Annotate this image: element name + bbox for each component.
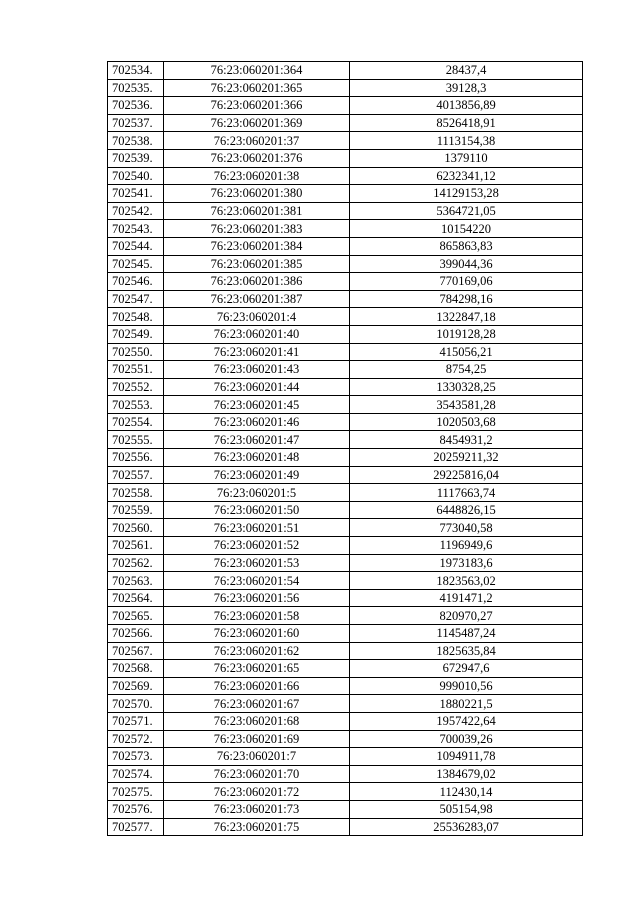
row-number-cell: 702552. [108,378,164,396]
cadastral-value-cell: 415056,21 [350,343,583,361]
row-number-cell: 702547. [108,290,164,308]
cadastral-number-cell: 76:23:060201:385 [164,255,350,273]
cadastral-value-cell: 672947,6 [350,660,583,678]
cadastral-value-cell: 1020503,68 [350,413,583,431]
cadastral-value-cell: 8526418,91 [350,114,583,132]
cadastral-number-cell: 76:23:060201:45 [164,396,350,414]
cadastral-value-cell: 1113154,38 [350,132,583,150]
cadastral-value-cell: 1145487,24 [350,625,583,643]
row-number-cell: 702536. [108,97,164,115]
cadastral-value-cell: 25536283,07 [350,818,583,836]
cadastral-value-cell: 1973183,6 [350,554,583,572]
cadastral-number-cell: 76:23:060201:40 [164,325,350,343]
cadastral-value-cell: 700039,26 [350,730,583,748]
cadastral-number-cell: 76:23:060201:364 [164,62,350,80]
cadastral-value-cell: 6448826,15 [350,501,583,519]
row-number-cell: 702573. [108,748,164,766]
table-row [108,202,583,220]
row-number-cell: 702571. [108,712,164,730]
cadastral-value-cell: 1384679,02 [350,765,583,783]
cadastral-value-cell: 770169,06 [350,273,583,291]
table-row [108,290,583,308]
row-number-cell: 702556. [108,449,164,467]
row-number-cell: 702550. [108,343,164,361]
table-row [108,554,583,572]
cadastral-number-cell: 76:23:060201:72 [164,783,350,801]
cadastral-number-cell: 76:23:060201:62 [164,642,350,660]
row-number-cell: 702542. [108,202,164,220]
cadastral-number-cell: 76:23:060201:386 [164,273,350,291]
cadastral-number-cell: 76:23:060201:383 [164,220,350,238]
table-row [108,325,583,343]
table-row [108,589,583,607]
row-number-cell: 702554. [108,413,164,431]
table-row [108,660,583,678]
cadastral-value-cell: 1094911,78 [350,748,583,766]
row-number-cell: 702538. [108,132,164,150]
row-number-cell: 702548. [108,308,164,326]
row-number-cell: 702567. [108,642,164,660]
cadastral-value-cell: 39128,3 [350,79,583,97]
row-number-cell: 702576. [108,800,164,818]
cadastral-value-cell: 1196949,6 [350,537,583,555]
table-row [108,625,583,643]
cadastral-number-cell: 76:23:060201:54 [164,572,350,590]
row-number-cell: 702562. [108,554,164,572]
table-row [108,748,583,766]
cadastral-number-cell: 76:23:060201:369 [164,114,350,132]
row-number-cell: 702545. [108,255,164,273]
row-number-cell: 702570. [108,695,164,713]
row-number-cell: 702539. [108,149,164,167]
cadastral-number-cell: 76:23:060201:376 [164,149,350,167]
cadastral-number-cell: 76:23:060201:380 [164,185,350,203]
cadastral-number-cell: 76:23:060201:73 [164,800,350,818]
table-row [108,132,583,150]
row-number-cell: 702565. [108,607,164,625]
cadastral-number-cell: 76:23:060201:70 [164,765,350,783]
cadastral-value-cell: 1379110 [350,149,583,167]
cadastral-number-cell: 76:23:060201:67 [164,695,350,713]
cadastral-value-cell: 999010,56 [350,677,583,695]
table-row [108,62,583,80]
table-row [108,818,583,836]
cadastral-value-cell: 5364721,05 [350,202,583,220]
row-number-cell: 702541. [108,185,164,203]
cadastral-value-cell: 784298,16 [350,290,583,308]
row-number-cell: 702577. [108,818,164,836]
cadastral-number-cell: 76:23:060201:66 [164,677,350,695]
cadastral-value-cell: 14129153,28 [350,185,583,203]
table-row [108,677,583,695]
cadastral-value-cell: 1117663,74 [350,484,583,502]
cadastral-number-cell: 76:23:060201:58 [164,607,350,625]
cadastral-number-cell: 76:23:060201:49 [164,466,350,484]
table-row [108,712,583,730]
cadastral-value-cell: 505154,98 [350,800,583,818]
row-number-cell: 702557. [108,466,164,484]
cadastral-number-cell: 76:23:060201:51 [164,519,350,537]
row-number-cell: 702551. [108,361,164,379]
cadastral-value-cell: 1880221,5 [350,695,583,713]
row-number-cell: 702546. [108,273,164,291]
row-number-cell: 702558. [108,484,164,502]
cadastral-value-cell: 1957422,64 [350,712,583,730]
cadastral-number-cell: 76:23:060201:50 [164,501,350,519]
cadastral-number-cell: 76:23:060201:65 [164,660,350,678]
row-number-cell: 702534. [108,62,164,80]
row-number-cell: 702575. [108,783,164,801]
cadastral-number-cell: 76:23:060201:48 [164,449,350,467]
cadastral-value-cell: 1825635,84 [350,642,583,660]
cadastral-number-cell: 76:23:060201:38 [164,167,350,185]
cadastral-value-cell: 20259211,32 [350,449,583,467]
cadastral-value-cell: 1330328,25 [350,378,583,396]
cadastral-value-cell: 3543581,28 [350,396,583,414]
cadastral-value-cell: 1322847,18 [350,308,583,326]
cadastral-value-cell: 10154220 [350,220,583,238]
row-number-cell: 702544. [108,237,164,255]
cadastral-value-cell: 4191471,2 [350,589,583,607]
cadastral-number-cell: 76:23:060201:366 [164,97,350,115]
row-number-cell: 702540. [108,167,164,185]
row-number-cell: 702560. [108,519,164,537]
row-number-cell: 702555. [108,431,164,449]
cadastral-number-cell: 76:23:060201:44 [164,378,350,396]
cadastral-value-table [107,61,583,836]
cadastral-value-cell: 112430,14 [350,783,583,801]
table-row [108,308,583,326]
table-row [108,572,583,590]
row-number-cell: 702569. [108,677,164,695]
cadastral-number-cell: 76:23:060201:365 [164,79,350,97]
cadastral-number-cell: 76:23:060201:46 [164,413,350,431]
cadastral-value-cell: 8454931,2 [350,431,583,449]
table-row [108,642,583,660]
cadastral-value-cell: 773040,58 [350,519,583,537]
cadastral-number-cell: 76:23:060201:41 [164,343,350,361]
cadastral-number-cell: 76:23:060201:43 [164,361,350,379]
cadastral-number-cell: 76:23:060201:5 [164,484,350,502]
table-row [108,220,583,238]
table-row [108,378,583,396]
cadastral-number-cell: 76:23:060201:53 [164,554,350,572]
row-number-cell: 702543. [108,220,164,238]
row-number-cell: 702549. [108,325,164,343]
table-row [108,343,583,361]
cadastral-number-cell: 76:23:060201:37 [164,132,350,150]
row-number-cell: 702574. [108,765,164,783]
cadastral-number-cell: 76:23:060201:68 [164,712,350,730]
table-row [108,466,583,484]
cadastral-value-cell: 1019128,28 [350,325,583,343]
table-row [108,79,583,97]
cadastral-value-cell: 820970,27 [350,607,583,625]
table-row [108,449,583,467]
cadastral-number-cell: 76:23:060201:387 [164,290,350,308]
row-number-cell: 702561. [108,537,164,555]
table-row [108,484,583,502]
table-row [108,519,583,537]
cadastral-number-cell: 76:23:060201:60 [164,625,350,643]
table-row [108,167,583,185]
table-row [108,765,583,783]
table-row [108,97,583,115]
cadastral-number-cell: 76:23:060201:4 [164,308,350,326]
cadastral-number-cell: 76:23:060201:52 [164,537,350,555]
table-row [108,537,583,555]
row-number-cell: 702566. [108,625,164,643]
table-row [108,783,583,801]
cadastral-value-cell: 1823563,02 [350,572,583,590]
table-body [108,62,583,836]
cadastral-value-cell: 8754,25 [350,361,583,379]
row-number-cell: 702564. [108,589,164,607]
table-row [108,361,583,379]
cadastral-number-cell: 76:23:060201:47 [164,431,350,449]
cadastral-value-cell: 6232341,12 [350,167,583,185]
row-number-cell: 702563. [108,572,164,590]
row-number-cell: 702537. [108,114,164,132]
row-number-cell: 702553. [108,396,164,414]
table-row [108,607,583,625]
cadastral-number-cell: 76:23:060201:381 [164,202,350,220]
table-row [108,413,583,431]
cadastral-value-cell: 4013856,89 [350,97,583,115]
cadastral-value-cell: 399044,36 [350,255,583,273]
table-row [108,255,583,273]
table-row [108,501,583,519]
cadastral-value-cell: 28437,4 [350,62,583,80]
row-number-cell: 702535. [108,79,164,97]
cadastral-number-cell: 76:23:060201:69 [164,730,350,748]
table-row [108,431,583,449]
row-number-cell: 702572. [108,730,164,748]
cadastral-value-cell: 865863,83 [350,237,583,255]
cadastral-number-cell: 76:23:060201:75 [164,818,350,836]
table-row [108,695,583,713]
table-row [108,273,583,291]
cadastral-value-cell: 29225816,04 [350,466,583,484]
cadastral-number-cell: 76:23:060201:384 [164,237,350,255]
table-row [108,185,583,203]
table-row [108,396,583,414]
cadastral-number-cell: 76:23:060201:56 [164,589,350,607]
table-row [108,114,583,132]
row-number-cell: 702568. [108,660,164,678]
cadastral-number-cell: 76:23:060201:7 [164,748,350,766]
table-row [108,730,583,748]
table-row [108,149,583,167]
table-row [108,800,583,818]
row-number-cell: 702559. [108,501,164,519]
table-row [108,237,583,255]
